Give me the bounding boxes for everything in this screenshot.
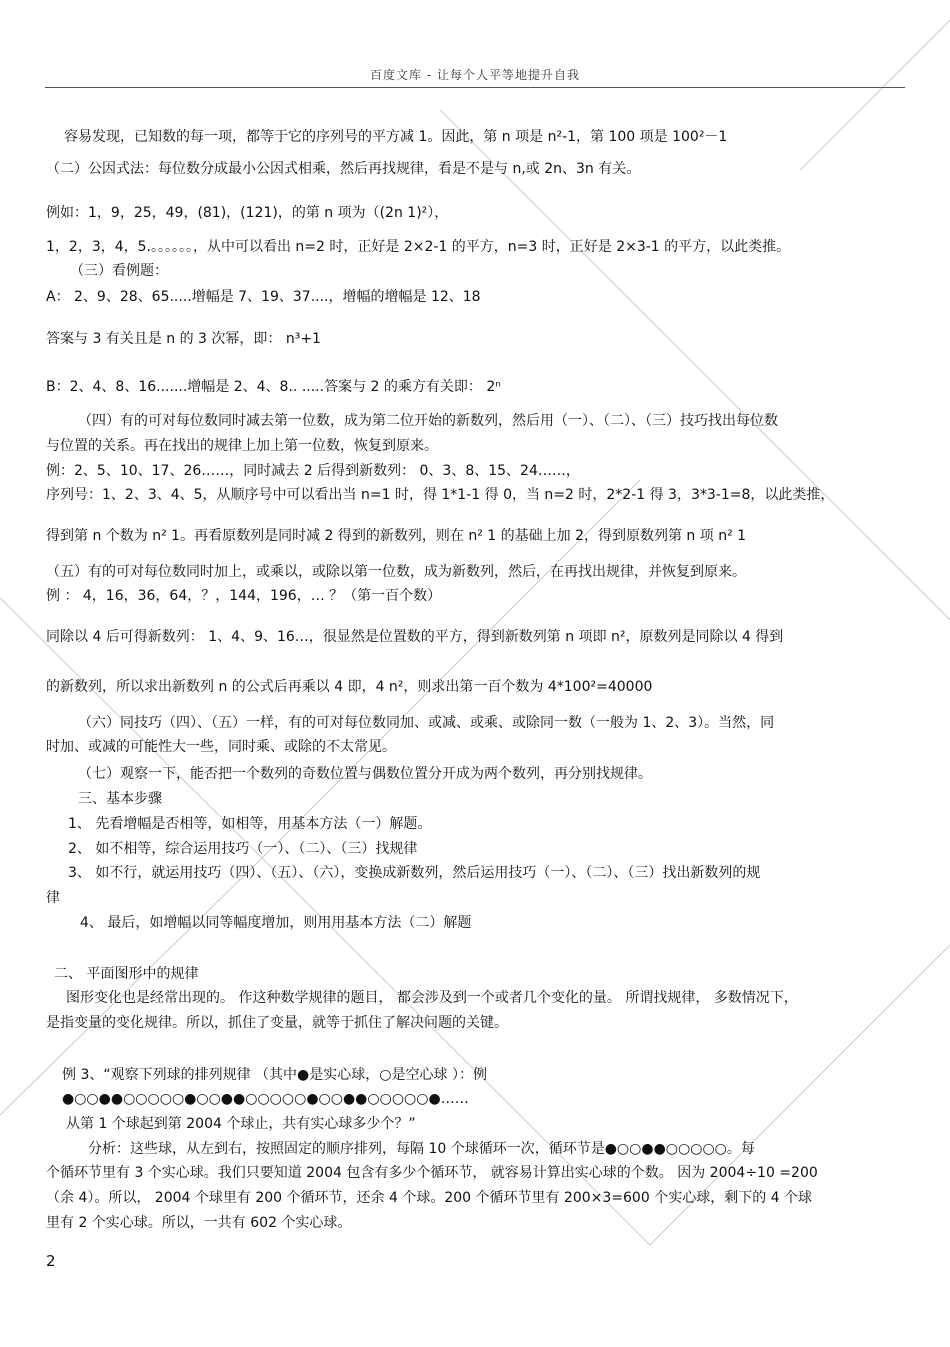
text-line: （五）有的可对每位数同时加上，或乘以，或除以第一位数，成为新数列，然后，在再找出规律，并恢复到原来。: [46, 564, 746, 580]
page-number: 2: [46, 1252, 56, 1270]
text-line: 同除以 4 后可得新数列： 1、4、9、16…，很显然是位置数的平方，得到新数列第 n 项即 n²，原数列是同除以 4 得到: [46, 629, 784, 645]
text-line: （六）同技巧（四）、（五）一样，有的可对每位数同加、或减、或乘、或除同一数（一般为 1、2、3）。当然，同: [78, 715, 775, 731]
text-line: 容易发现，已知数的每一项，都等于它的序列号的平方减 1。因此，第 n 项是 n²-1，第 100 项是 100²－1: [64, 129, 728, 145]
text-line: 4、 最后，如增幅以同等幅度增加，则用用基本方法（二）解题: [80, 915, 472, 931]
text-line: 例如：1，9，25，49，(81)，(121)，的第 n 项为（(2n 1)²），: [46, 205, 449, 221]
text-line: 是指变量的变化规律。所以，抓住了变量，就等于抓住了解决问题的关键。: [46, 1015, 508, 1031]
text-line: 与位置的关系。再在找出的规律上加上第一位数，恢复到原来。: [46, 438, 438, 454]
text-line: B：2、4、8、16.......增幅是 2、4、8.. .....答案与 2 的乘方有关即： 2ⁿ: [46, 379, 501, 395]
header-rule: [45, 87, 905, 88]
text-line: 的新数列，所以求出新数列 n 的公式后再乘以 4 即，4 n²，则求出第一百个数为 4*100²=40000: [46, 679, 653, 695]
text-line: （四）有的可对每位数同时减去第一位数，成为第二位开始的新数列，然后用（一）、（二）、（三）技巧找出每位数: [78, 413, 778, 429]
text-line: （七）观察一下，能否把一个数列的奇数位置与偶数位置分开成为两个数列，再分别找规律。: [78, 766, 652, 782]
text-line: 里有 2 个实心球。所以，一共有 602 个实心球。: [46, 1215, 352, 1231]
text-line: 图形变化也是经常出现的。 作这种数学规律的题目， 都会涉及到一个或者几个变化的量。 所谓找规律， 多数情况下，: [66, 990, 798, 1006]
text-line: 得到第 n 个数为 n² 1。再看原数列是同时减 2 得到的新数列，则在 n² 1 的基础上加 2，得到原数列第 n 项 n² 1: [46, 528, 747, 544]
text-line: 个循环节里有 3 个实心球。我们只要知道 2004 包含有多少个循环节， 就容易计算出实心球的个数。 因为 2004÷10 =200: [46, 1165, 818, 1181]
page-header: 百度文库 - 让每个人平等地提升自我: [370, 68, 580, 82]
text-line: 时加、或减的可能性大一些，同时乘、或除的不太常见。: [46, 739, 396, 755]
text-line: 三、基本步骤: [78, 791, 162, 807]
text-line: 分析：这些球，从左到右，按照固定的顺序排列，每隔 10 个球循环一次，循环节是●○○●●○○○○○。每: [88, 1141, 755, 1157]
text-line: 例 ： 4，16，36，64，？，144，196，… ？（第一百个数）: [46, 588, 442, 604]
text-line: 律: [46, 890, 60, 906]
text-line: （余 4）。所以， 2004 个球里有 200 个循环节，还余 4 个球。200 个循环节里有 200×3=600 个实心球，剩下的 4 个球: [46, 1190, 813, 1206]
text-line: （二）公因式法：每位数分成最小公因式相乘，然后再找规律，看是不是与 n,或 2n、3n 有关。: [46, 161, 641, 177]
text-line: 从第 1 个球起到第 2004 个球止，共有实心球多少个？”: [66, 1116, 416, 1132]
text-line: A： 2、9、28、65.....增幅是 7、19、37....，增幅的增幅是 12、18: [46, 289, 481, 305]
text-line: 1，2，3，4，5.。。。。。。，从中可以看出 n=2 时，正好是 2×2-1 的平方，n=3 时，正好是 2×3-1 的平方，以此类推。: [46, 239, 791, 255]
text-line: 序列号：1、2、3、4、5，从顺序号中可以看出当 n=1 时，得 1*1-1 得 0，当 n=2 时，2*2-1 得 3，3*3-1=8，以此类推，: [46, 487, 835, 503]
text-line: 答案与 3 有关且是 n 的 3 次幂，即： n³+1: [46, 331, 321, 347]
text-line: 二、 平面图形中的规律: [54, 966, 199, 982]
text-line: 2、 如不相等，综合运用技巧（一）、（二）、（三）找规律: [68, 841, 418, 857]
text-line: 例 3、“观察下列球的排列规律 （其中●是实心球，○是空心球 ）：例: [62, 1067, 487, 1083]
text-line: （三）看例题：: [70, 263, 168, 279]
text-line: 1、 先看增幅是否相等，如相等，用基本方法（一）解题。: [68, 816, 432, 832]
text-line: 3、 如不行，就运用技巧（四）、（五）、（六），变换成新数列，然后运用技巧（一）、（二）、（三）找出新数列的规: [68, 865, 761, 881]
text-line: ●○○●●○○○○○●○○●●○○○○○●○○●●○○○○○●……: [62, 1091, 469, 1107]
text-line: 例：2、5、10、17、26……，同时减去 2 后得到新数列： 0、3、8、15、24……，: [46, 463, 580, 479]
